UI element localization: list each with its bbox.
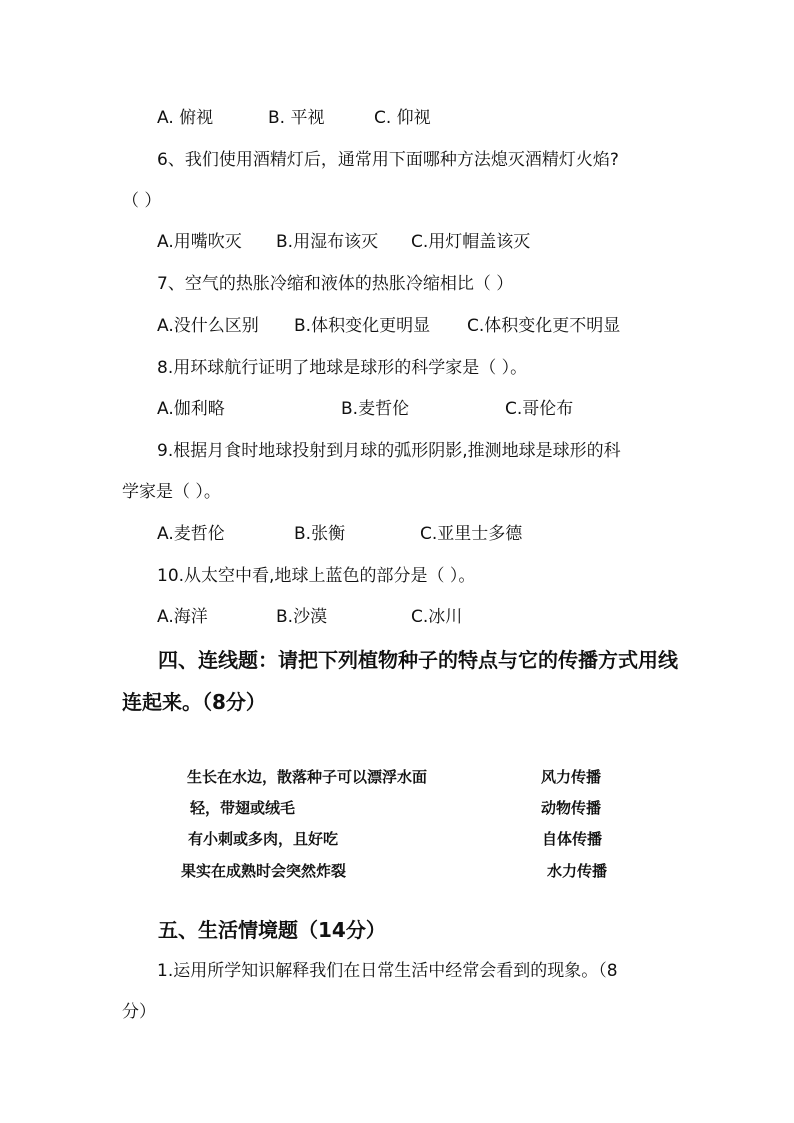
section-5-question-1: 1.运用所学知识解释我们在日常生活中经常会看到的现象。（8 bbox=[157, 961, 618, 981]
option-a: A.伽利略 bbox=[157, 399, 225, 419]
question-7-stem: 7、空气的热胀冷缩和液体的热胀冷缩相比（ ） bbox=[157, 274, 514, 294]
section-4-heading: 四、连线题：请把下列植物种子的特点与它的传播方式用线 bbox=[158, 648, 678, 672]
question-6-blank: （ ） bbox=[122, 191, 162, 211]
section-4-heading-cont: 连起来。（8分） bbox=[122, 690, 266, 714]
option-a: A. 俯视 bbox=[157, 108, 214, 128]
option-b: B.沙漠 bbox=[276, 607, 328, 627]
seed-feature: 有小刺或多肉，且好吃 bbox=[188, 830, 339, 848]
option-a: A.海洋 bbox=[157, 607, 208, 627]
seed-feature: 轻，带翅或绒毛 bbox=[190, 799, 296, 817]
option-b: B.麦哲伦 bbox=[341, 399, 410, 419]
question-6-stem: 6、我们使用酒精灯后，通常用下面哪种方法熄灭酒精灯火焰? bbox=[157, 150, 619, 170]
option-c: C.用灯帽盖该灭 bbox=[411, 232, 531, 252]
section-5-heading: 五、生活情境题（14分） bbox=[158, 918, 386, 942]
question-8-stem: 8.用环球航行证明了地球是球形的科学家是（ ）。 bbox=[157, 358, 528, 378]
option-a: A.麦哲伦 bbox=[157, 524, 225, 544]
seed-feature: 果实在成熟时会突然炸裂 bbox=[181, 862, 347, 880]
dispersal-method: 风力传播 bbox=[541, 768, 602, 786]
option-b: B.张衡 bbox=[294, 524, 346, 544]
option-c: C.体积变化更不明显 bbox=[467, 316, 621, 336]
option-b: B. 平视 bbox=[268, 108, 325, 128]
option-c: C.冰川 bbox=[411, 607, 463, 627]
dispersal-method: 水力传播 bbox=[547, 862, 608, 880]
option-b: B.体积变化更明显 bbox=[294, 316, 431, 336]
question-9-stem: 9.根据月食时地球投射到月球的弧形阴影,推测地球是球形的科 bbox=[157, 441, 621, 461]
option-a: A.没什么区别 bbox=[157, 316, 259, 336]
option-c: C.亚里士多德 bbox=[420, 524, 523, 544]
option-c: C. 仰视 bbox=[374, 108, 431, 128]
dispersal-method: 动物传播 bbox=[541, 799, 602, 817]
option-c: C.哥伦布 bbox=[505, 399, 574, 419]
question-9-stem-cont: 学家是（ ）。 bbox=[122, 482, 221, 502]
option-b: B.用湿布该灭 bbox=[276, 232, 379, 252]
section-5-question-1-cont: 分） bbox=[122, 1002, 156, 1022]
seed-feature: 生长在水边，散落种子可以漂浮水面 bbox=[187, 768, 428, 786]
question-10-stem: 10.从太空中看,地球上蓝色的部分是（ ）。 bbox=[157, 566, 476, 586]
dispersal-method: 自体传播 bbox=[542, 830, 603, 848]
option-a: A.用嘴吹灭 bbox=[157, 232, 242, 252]
